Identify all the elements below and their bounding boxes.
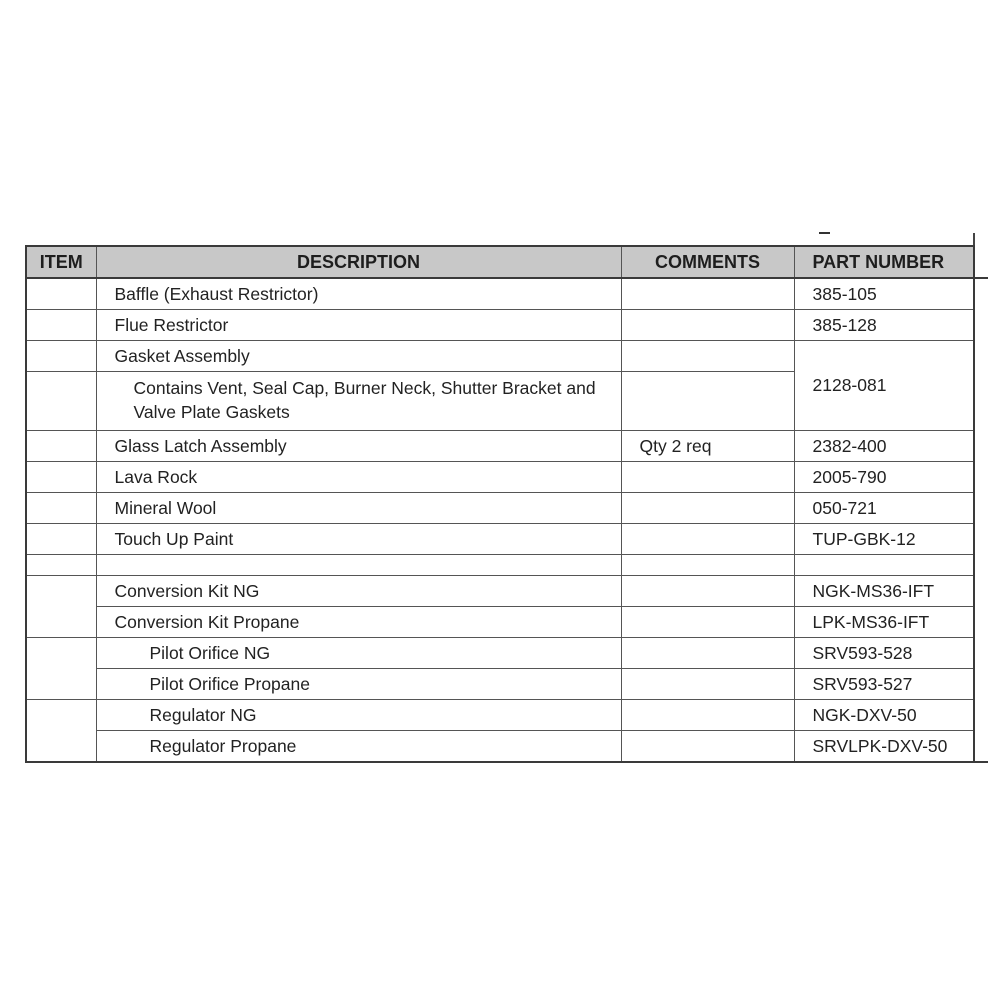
header-part-number: PART NUMBER <box>794 246 974 278</box>
cell-comments: Qty 2 req <box>621 431 794 462</box>
cell-edge <box>974 669 988 700</box>
cell-edge <box>974 700 988 731</box>
header-comments: COMMENTS <box>621 246 794 278</box>
cell-edge <box>974 607 988 638</box>
cell-item <box>26 372 96 431</box>
cell-part-number: 050-721 <box>794 493 974 524</box>
cell-item <box>26 341 96 372</box>
cell-description: Baffle (Exhaust Restrictor) <box>96 278 621 310</box>
table-row <box>26 431 988 462</box>
cell-part-number: NGK-MS36-IFT <box>794 576 974 607</box>
table-row <box>26 607 988 638</box>
cell-item <box>26 700 96 763</box>
cell-item <box>26 310 96 341</box>
cell-comments <box>621 524 794 555</box>
table-row <box>26 700 988 731</box>
cell-description: Pilot Orifice Propane <box>96 669 621 700</box>
cell-item <box>26 524 96 555</box>
table-row <box>26 462 988 493</box>
cell-part-number: SRVLPK-DXV-50 <box>794 731 974 763</box>
cell-item <box>26 493 96 524</box>
table-row <box>26 524 988 555</box>
header-row <box>26 246 988 278</box>
cell-item <box>26 576 96 638</box>
cell-comments <box>621 555 794 576</box>
table-row <box>26 278 988 310</box>
cell-part-number: 385-128 <box>794 310 974 341</box>
cell-description: Regulator Propane <box>96 731 621 763</box>
cell-edge <box>974 431 988 462</box>
cell-part-number <box>794 555 974 576</box>
cell-edge <box>974 555 988 576</box>
cell-part-number: SRV593-527 <box>794 669 974 700</box>
table-row <box>26 341 988 372</box>
cell-comments <box>621 310 794 341</box>
table-row <box>26 731 988 763</box>
cell-edge <box>974 462 988 493</box>
cell-comments <box>621 669 794 700</box>
parts-table <box>25 245 988 763</box>
cell-edge <box>974 524 988 555</box>
table-row <box>26 310 988 341</box>
cell-part-number: 385-105 <box>794 278 974 310</box>
cell-description: Glass Latch Assembly <box>96 431 621 462</box>
cell-description: Touch Up Paint <box>96 524 621 555</box>
cell-description <box>96 555 621 576</box>
table-row <box>26 493 988 524</box>
cell-comments <box>621 493 794 524</box>
cell-comments <box>621 607 794 638</box>
cell-part-number: 2382-400 <box>794 431 974 462</box>
cell-edge <box>974 278 988 310</box>
cell-part-number: SRV593-528 <box>794 638 974 669</box>
cell-item <box>26 462 96 493</box>
cell-description: Conversion Kit NG <box>96 576 621 607</box>
table-row <box>26 638 988 669</box>
top-tick-mark <box>819 232 830 234</box>
cell-part-number: 2005-790 <box>794 462 974 493</box>
table-row <box>26 576 988 607</box>
header-item: ITEM <box>26 246 96 278</box>
cell-description: Pilot Orifice NG <box>96 638 621 669</box>
cell-part-number: 2128-081 <box>794 341 974 431</box>
cell-description: Lava Rock <box>96 462 621 493</box>
cell-comments <box>621 731 794 763</box>
cell-description-note: Contains Vent, Seal Cap, Burner Neck, Shutter Bracket and Valve Plate Gaskets <box>96 372 621 431</box>
cell-edge <box>974 731 988 763</box>
cell-description: Mineral Wool <box>96 493 621 524</box>
cell-part-number: TUP-GBK-12 <box>794 524 974 555</box>
cell-description: Regulator NG <box>96 700 621 731</box>
cell-edge <box>974 341 988 431</box>
header-edge <box>974 246 988 278</box>
cell-item <box>26 278 96 310</box>
table-row <box>26 669 988 700</box>
cell-edge <box>974 638 988 669</box>
cell-item <box>26 555 96 576</box>
cell-edge <box>974 310 988 341</box>
cell-comments <box>621 372 794 431</box>
cell-comments <box>621 576 794 607</box>
cell-comments <box>621 341 794 372</box>
spacer-row <box>26 555 988 576</box>
cell-description: Gasket Assembly <box>96 341 621 372</box>
cell-description: Conversion Kit Propane <box>96 607 621 638</box>
cell-edge <box>974 576 988 607</box>
cell-part-number: NGK-DXV-50 <box>794 700 974 731</box>
cell-comments <box>621 278 794 310</box>
cell-item <box>26 638 96 700</box>
cell-item <box>26 431 96 462</box>
header-description: DESCRIPTION <box>96 246 621 278</box>
cell-comments <box>621 700 794 731</box>
cell-edge <box>974 493 988 524</box>
cell-description: Flue Restrictor <box>96 310 621 341</box>
cell-comments <box>621 638 794 669</box>
cell-comments <box>621 462 794 493</box>
cell-part-number: LPK-MS36-IFT <box>794 607 974 638</box>
